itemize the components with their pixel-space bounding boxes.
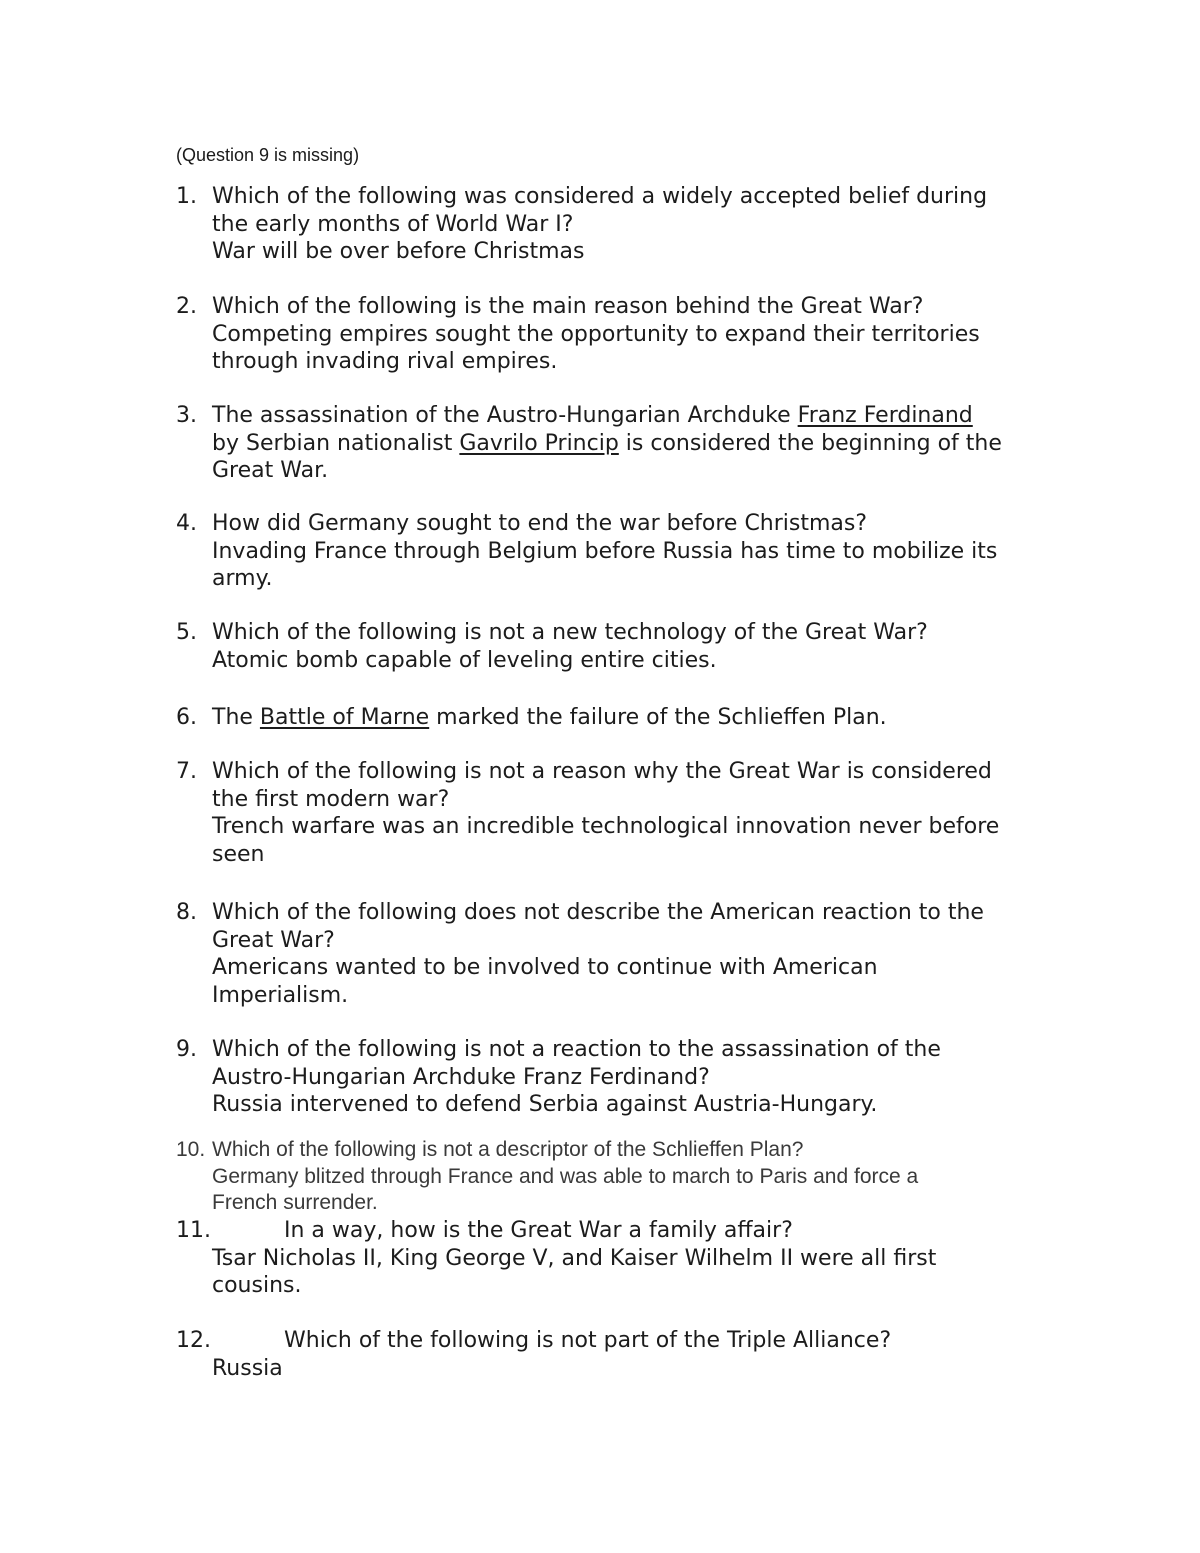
item-number: 8. <box>176 900 197 925</box>
item-number: 11. <box>176 1218 211 1243</box>
answer-text: through invading rival empires. <box>212 349 558 374</box>
answer-text: Germany blitzed through France and was able to march to Paris and force a <box>212 1164 919 1188</box>
statement-text: The assassination of the Austro-Hungarian Archduke <box>212 403 798 428</box>
list-item <box>176 1036 1076 1119</box>
question-text: Austro-Hungarian Archduke Franz Ferdinand? <box>212 1064 710 1090</box>
list-item <box>176 899 1076 1009</box>
question-text: How did Germany sought to end the war before Christmas? <box>212 511 868 536</box>
statement-text: by Serbian nationalist <box>212 430 460 456</box>
answer-text: Invading France through Belgium before Russia has time to mobilize its <box>212 538 998 564</box>
statement-text: marked the failure of the Schlieffen Plan. <box>429 705 887 730</box>
list-item <box>176 619 1076 674</box>
list-item <box>176 293 1076 376</box>
statement-line <box>212 704 1076 732</box>
answer-text: Americans wanted to be involved to continue with American <box>212 955 878 980</box>
list-item <box>176 758 1076 868</box>
list-item <box>176 1327 1076 1382</box>
statement-line <box>212 430 1076 458</box>
question-text: Which of the following is the main reason behind the Great War? <box>212 294 924 319</box>
item-number: 5. <box>176 620 197 645</box>
item-number: 6. <box>176 705 197 730</box>
question-text: Which of the following is not a new technology of the Great War? <box>212 620 928 645</box>
answer-text: Atomic bomb capable of leveling entire cities. <box>212 647 717 673</box>
question-text: the first modern war? <box>212 786 450 812</box>
question-text: the early months of World War I? <box>212 211 574 237</box>
list-item <box>176 1137 1076 1217</box>
item-number: 9. <box>176 1037 197 1062</box>
statement-text: The <box>212 705 260 730</box>
statement-line <box>212 402 1076 430</box>
answer-text: Tsar Nicholas II, King George V, and Kaiser Wilhelm II were all first <box>212 1245 937 1271</box>
list-item <box>176 510 1076 593</box>
answer-text: Trench warfare was an incredible technological innovation never before <box>212 814 1000 839</box>
gavrilo-princip-link[interactable]: Gavrilo Princip <box>459 430 619 456</box>
answer-text: French surrender. <box>212 1191 378 1214</box>
item-number: 7. <box>176 759 197 784</box>
answer-text: War will be over before Christmas <box>212 239 585 264</box>
item-number: 3. <box>176 403 197 428</box>
question-text: Great War? <box>212 927 335 953</box>
question-text: In a way, how is the Great War a family affair? <box>284 1218 793 1243</box>
item-number: 1. <box>176 184 197 209</box>
answer-text: cousins. <box>212 1273 302 1298</box>
item-number: 2. <box>176 294 197 319</box>
answer-text: army. <box>212 566 273 591</box>
question-text: Which of the following is not a descriptor of the Schlieffen Plan? <box>212 1138 804 1161</box>
answer-text: Russia intervened to defend Serbia against Austria-Hungary. <box>212 1092 878 1117</box>
statement-text: Great War. <box>212 458 329 483</box>
item-number: 12. <box>176 1328 211 1353</box>
statement-text: is considered the beginning of the <box>618 430 1002 456</box>
list-item <box>176 183 1076 266</box>
answer-text: seen <box>212 841 265 867</box>
question-text: Which of the following was considered a widely accepted belief during <box>212 184 988 209</box>
answer-text: Imperialism. <box>212 982 349 1008</box>
question-text: Which of the following does not describe the American reaction to the <box>212 900 984 925</box>
missing-question-note: (Question 9 is missing) <box>176 145 360 165</box>
item-number: 4. <box>176 511 197 536</box>
list-item <box>176 1217 1076 1300</box>
item-number: 10. <box>176 1138 206 1161</box>
question-text: Which of the following is not a reaction to the assassination of the <box>212 1037 941 1062</box>
franz-ferdinand-link[interactable]: Franz Ferdinand <box>797 403 973 428</box>
question-text: Which of the following is not part of the Triple Alliance? <box>284 1328 892 1353</box>
answer-text: Competing empires sought the opportunity to expand their territories <box>212 321 980 347</box>
list-item <box>176 402 1076 485</box>
battle-of-marne-link[interactable]: Battle of Marne <box>259 705 430 730</box>
question-text: Which of the following is not a reason why the Great War is considered <box>212 759 992 784</box>
list-item <box>176 704 1076 732</box>
answer-text: Russia <box>212 1355 283 1381</box>
